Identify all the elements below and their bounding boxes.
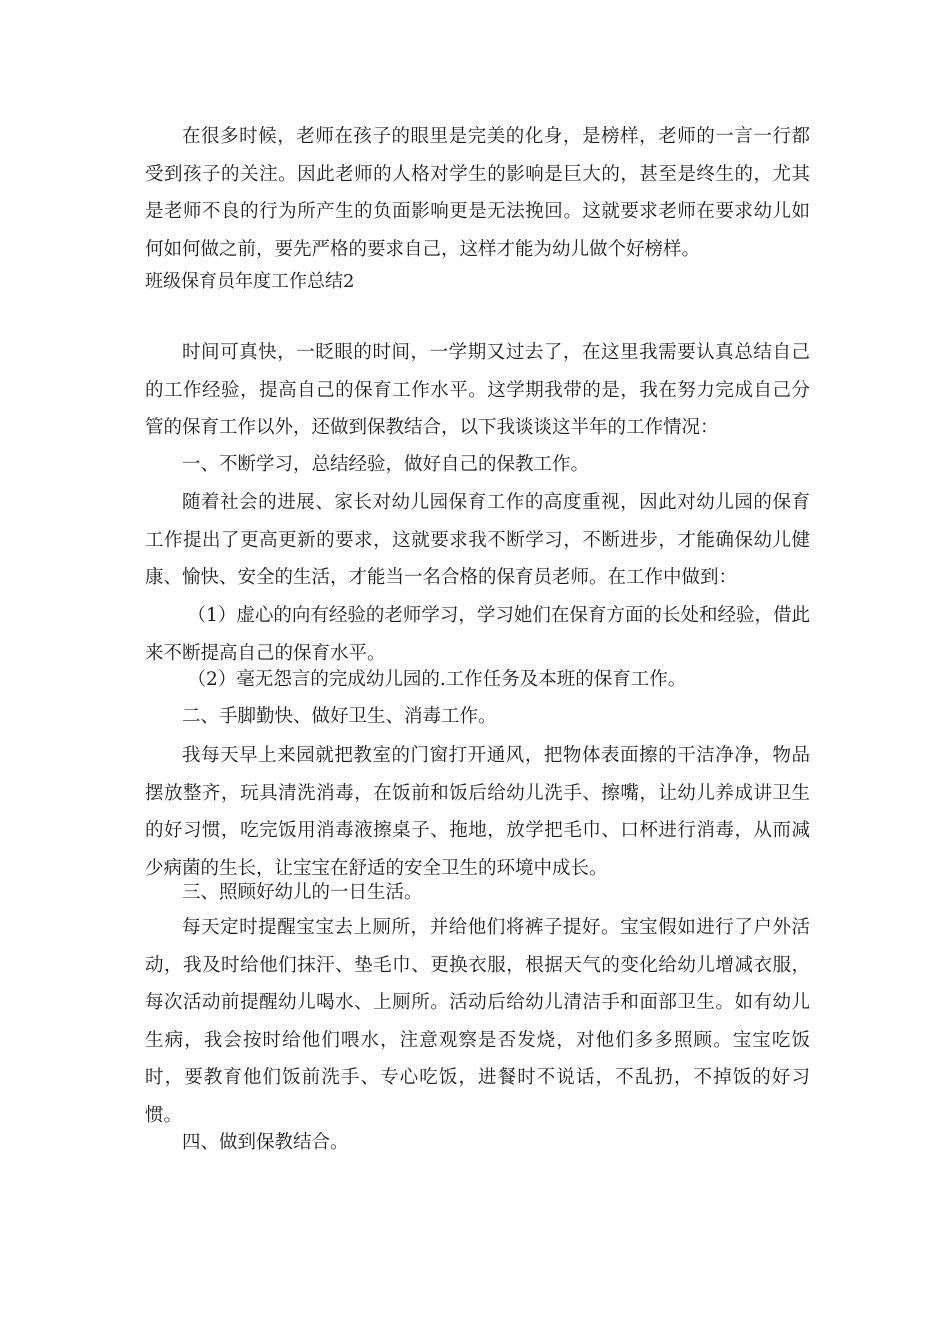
heading-learning: 一、不断学习，总结经验，做好自己的保教工作。 [182,454,590,475]
heading-education: 四、做到保教结合。 [182,1132,349,1153]
heading-daily-care: 三、照顾好幼儿的一日生活。 [182,882,423,903]
heading-hygiene: 二、手脚勤快、做好卫生、消毒工作。 [182,706,497,727]
paragraph-intro: 时间可真快，一眨眼的时间，一学期又过去了，在这里我需要认真总结自己的工作经验，提高自己的保育工作水平。这学期我带的是，我在努力完成自己分管的保育工作以外，还做到保教结合，以下我谈谈这半年的工作情况： [145,342,810,439]
list-item-1: （1）虚心的向有经验的老师学习，学习她们在保育方面的长处和经验，借此来不断提高自己的保育水平。 [145,605,810,664]
paragraph-daily-care: 每天定时提醒宝宝去上厕所，并给他们将裤子提好。宝宝假如进行了户外活动，我及时给他们抹汗、垫毛巾、更换衣服，根据天气的变化给幼儿增减衣服，每次活动前提醒幼儿喝水、上厕所。活动后给幼儿清洁手和面部卫生。如有幼儿生病，我会按时给他们喂水，注意观察是否发烧，对他们多多照顾。宝宝吃饭时，要教育他们饭前洗手、专心吃饭，进餐时不说话，不乱扔，不掉饭的好习惯。 [145,917,810,1126]
section-title: 班级保育员年度工作总结2 [145,271,355,292]
paragraph-learning: 随着社会的进展、家长对幼儿园保育工作的高度重视，因此对幼儿园的保育工作提出了更高更新的要求，这就要求我不断学习，不断进步，才能确保幼儿健康、愉快、安全的生活，才能当一名合格的保育员老师。在工作中做到： [145,492,810,589]
list-item-2: （2）毫无怨言的完成幼儿园的.工作任务及本班的保育工作。 [187,669,687,690]
paragraph-role-model: 在很多时候，老师在孩子的眼里是完美的化身，是榜样，老师的一言一行都受到孩子的关注。因此老师的人格对学生的影响是巨大的，甚至是终生的，尤其是老师不良的行为所产生的负面影响更是无法挽回。这就要求老师在要求幼儿如何如何做之前，要先严格的要求自己，这样才能为幼儿做个好榜样。 [145,126,810,260]
paragraph-hygiene: 我每天早上来园就把教室的门窗打开通风，把物体表面擦的干洁净净，物品摆放整齐，玩具清洗消毒，在饭前和饭后给幼儿洗手、擦嘴，让幼儿养成讲卫生的好习惯，吃完饭用消毒液擦桌子、拖地，放学把毛巾、口杯进行消毒，从而减少病菌的生长，让宝宝在舒适的安全卫生的环境中成长。 [145,745,810,879]
